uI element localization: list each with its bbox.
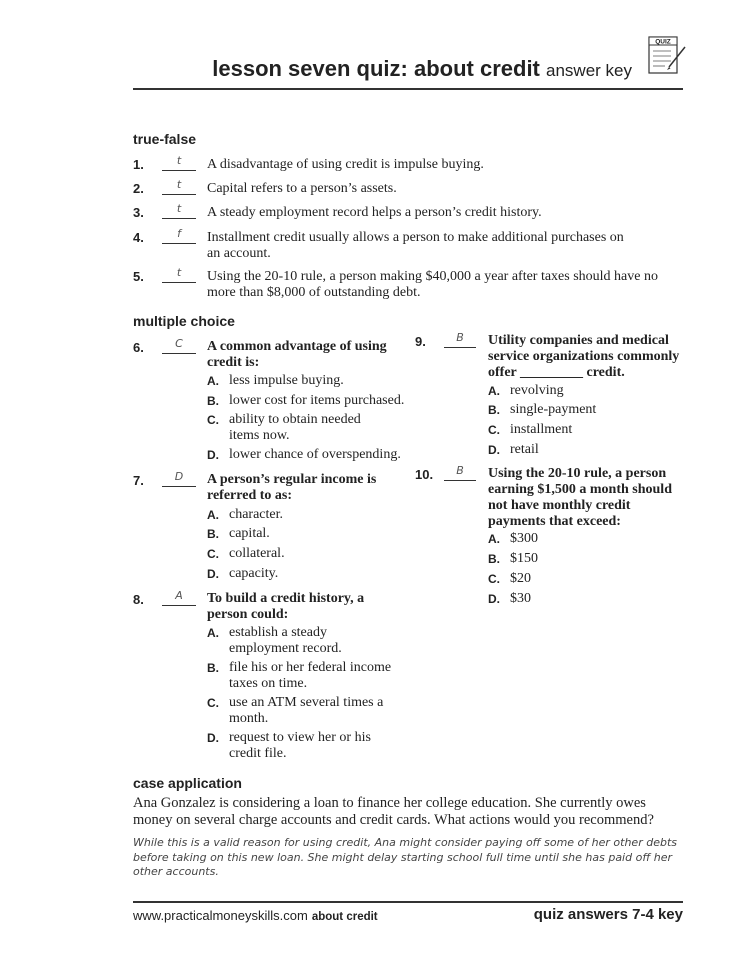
option-a: A. revolving	[488, 383, 564, 398]
question-number: 10.	[415, 467, 434, 482]
svg-text:QUIZ: QUIZ	[655, 38, 671, 46]
question-text: A disadvantage of using credit is impulse buying.	[207, 157, 484, 172]
question-text: Utility companies and medical service organizations commonly offer _________ credit.	[488, 333, 680, 380]
header-rule	[133, 88, 683, 90]
question-number: 7.	[133, 473, 144, 488]
answer-blank: A	[162, 589, 196, 606]
option-b: B. file his or her federal income taxes on time.	[207, 660, 392, 691]
question-text: A person’s regular income is referred to as:	[207, 472, 377, 503]
case-answer: While this is a valid reason for using credit, Ana might consider paying off some of her other debts before taking on this new loan. She might delay starting school full time until she has paid off her other accounts.	[133, 836, 677, 878]
question-number: 4.	[133, 230, 144, 245]
answer-blank: t	[162, 202, 196, 219]
option-d: D. request to view her or his credit file.	[207, 730, 371, 761]
option-c: C. use an ATM several times a month.	[207, 695, 384, 726]
question-text: Using the 20-10 rule, a person making $40,000 a year after taxes should have no more than $8,000 of outstanding debt.	[207, 269, 658, 300]
quiz-notepad-icon	[647, 36, 687, 76]
question-text: Capital refers to a person’s assets.	[207, 181, 397, 196]
option-a: A. establish a steady employment record.	[207, 625, 342, 656]
option-a: A. less impulse buying.	[207, 373, 344, 388]
case-application-heading: case application	[133, 775, 242, 791]
page-title	[0, 56, 632, 82]
question-text: Installment credit usually allows a person to make additional purchases on an account.	[207, 230, 624, 261]
footer-url[interactable]: www.practicalmoneyskills.com	[133, 908, 308, 923]
question-text: A steady employment record helps a person’s credit history.	[207, 205, 542, 220]
option-c: C. collateral.	[207, 546, 285, 561]
footer-left	[133, 908, 378, 923]
page-title-subtitle: answer key	[546, 61, 632, 80]
option-d: D. $30	[488, 591, 531, 606]
answer-blank: t	[162, 154, 196, 171]
option-c: C. installment	[488, 422, 573, 437]
option-a: A. character.	[207, 507, 284, 522]
question-number: 3.	[133, 205, 144, 220]
option-b: B. $150	[488, 551, 538, 566]
footer-rule	[133, 901, 683, 903]
footer-page-label: quiz answers 7-4 key	[533, 906, 683, 923]
answer-blank: C	[162, 337, 196, 354]
option-b: B. capital.	[207, 526, 270, 541]
option-a: A. $300	[488, 531, 538, 546]
question-number: 2.	[133, 181, 144, 196]
question-text: To build a credit history, a person could:	[207, 591, 365, 622]
question-number: 5.	[133, 269, 144, 284]
option-b: B. single-payment	[488, 402, 597, 417]
answer-blank: B	[444, 464, 476, 481]
answer-blank: f	[162, 227, 196, 244]
footer-topic: about credit	[311, 911, 378, 923]
option-c: C. $20	[488, 571, 531, 586]
question-number: 9.	[415, 334, 426, 349]
question-text: Using the 20-10 rule, a person earning $1,500 a month should not have monthly credit payments that exceed:	[488, 466, 672, 529]
page-title-main: lesson seven quiz: about credit	[212, 56, 540, 81]
answer-blank: t	[162, 266, 196, 283]
option-d: D. lower chance of overspending.	[207, 447, 401, 462]
option-c: C. ability to obtain needed items now.	[207, 412, 361, 443]
answer-blank: D	[162, 470, 196, 487]
question-number: 1.	[133, 157, 144, 172]
option-d: D. retail	[488, 442, 539, 457]
case-prompt: Ana Gonzalez is considering a loan to finance her college education. She currently owes money on several charge accounts and credit cards. What actions would you recommend?	[133, 795, 654, 828]
multiple-choice-heading: multiple choice	[133, 313, 235, 329]
answer-blank: B	[444, 331, 476, 348]
question-number: 8.	[133, 592, 144, 607]
option-b: B. lower cost for items purchased.	[207, 393, 405, 408]
question-number: 6.	[133, 340, 144, 355]
true-false-heading: true-false	[133, 131, 197, 147]
answer-blank: t	[162, 178, 196, 195]
option-d: D. capacity.	[207, 566, 279, 581]
question-text: A common advantage of using credit is:	[207, 339, 387, 370]
